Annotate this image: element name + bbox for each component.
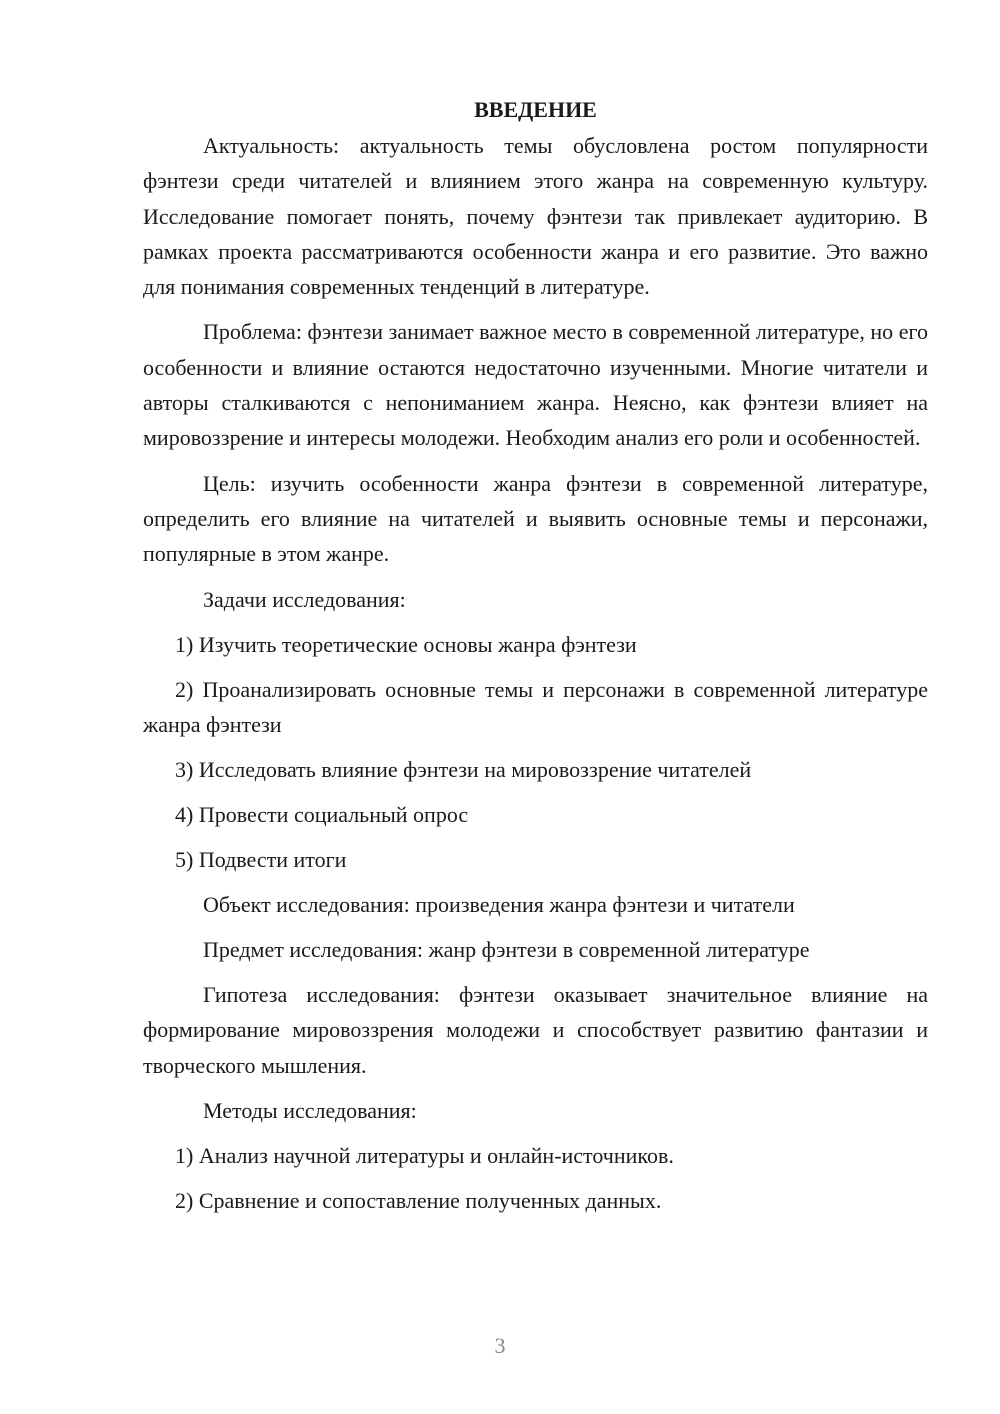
list-item: 2) Проанализировать основные темы и персонажи в современной литературе жанра фэнтези [143,676,928,737]
list-item: 3) Исследовать влияние фэнтези на мировоззрение читателей [175,757,752,783]
research-subject: Предмет исследования: жанр фэнтези в современной литературе [203,937,810,963]
paragraph-goal: Цель: изучить особенности жанра фэнтези в современной литературе, определить его влияние на читателей и выявить основные темы и персонажи, популярные в этом жанре. [143,470,928,567]
list-item: 1) Изучить теоретические основы жанра фэнтези [175,631,637,657]
page-number: 3 [494,1333,506,1358]
paragraph-actuality: Актуальность: актуальность темы обусловлена ростом популярности фэнтези среди читателей и влиянием этого жанра на современную культуру. Исследование помогает понять, почему фэнтези так привлекает аудиторию. В рамках проекта рассматриваются особенности жанра и его развитие. Это важно для понимания современных тенденций в литературе. [143,133,928,300]
list-item: 4) Провести социальный опрос [175,802,469,828]
tasks-heading: Задачи исследования: [203,586,406,612]
document-page [143,92,928,1228]
research-object: Объект исследования: произведения жанра фэнтези и читатели [203,892,795,918]
methods-heading: Методы исследования: [203,1098,417,1124]
paragraph-problem: Проблема: фэнтези занимает важное место в современной литературе, но его особенности и влияние остаются недостаточно изученными. Многие читатели и авторы сталкиваются с непониманием жанра. Неясно, как фэнтези влияет на мировоззрение и интересы молодежи. Необходим анализ его роли и особенностей. [143,319,928,451]
page-title: ВВЕДЕНИЕ [474,97,597,122]
research-hypothesis: Гипотеза исследования: фэнтези оказывает значительное влияние на формирование мировоззрения молодежи и способствует развитию фантазии и творческого мышления. [143,982,928,1078]
list-item: 5) Подвести итоги [175,847,347,873]
list-item: 2) Сравнение и сопоставление полученных данных. [175,1188,662,1214]
list-item: 1) Анализ научной литературы и онлайн-источников. [175,1143,674,1169]
